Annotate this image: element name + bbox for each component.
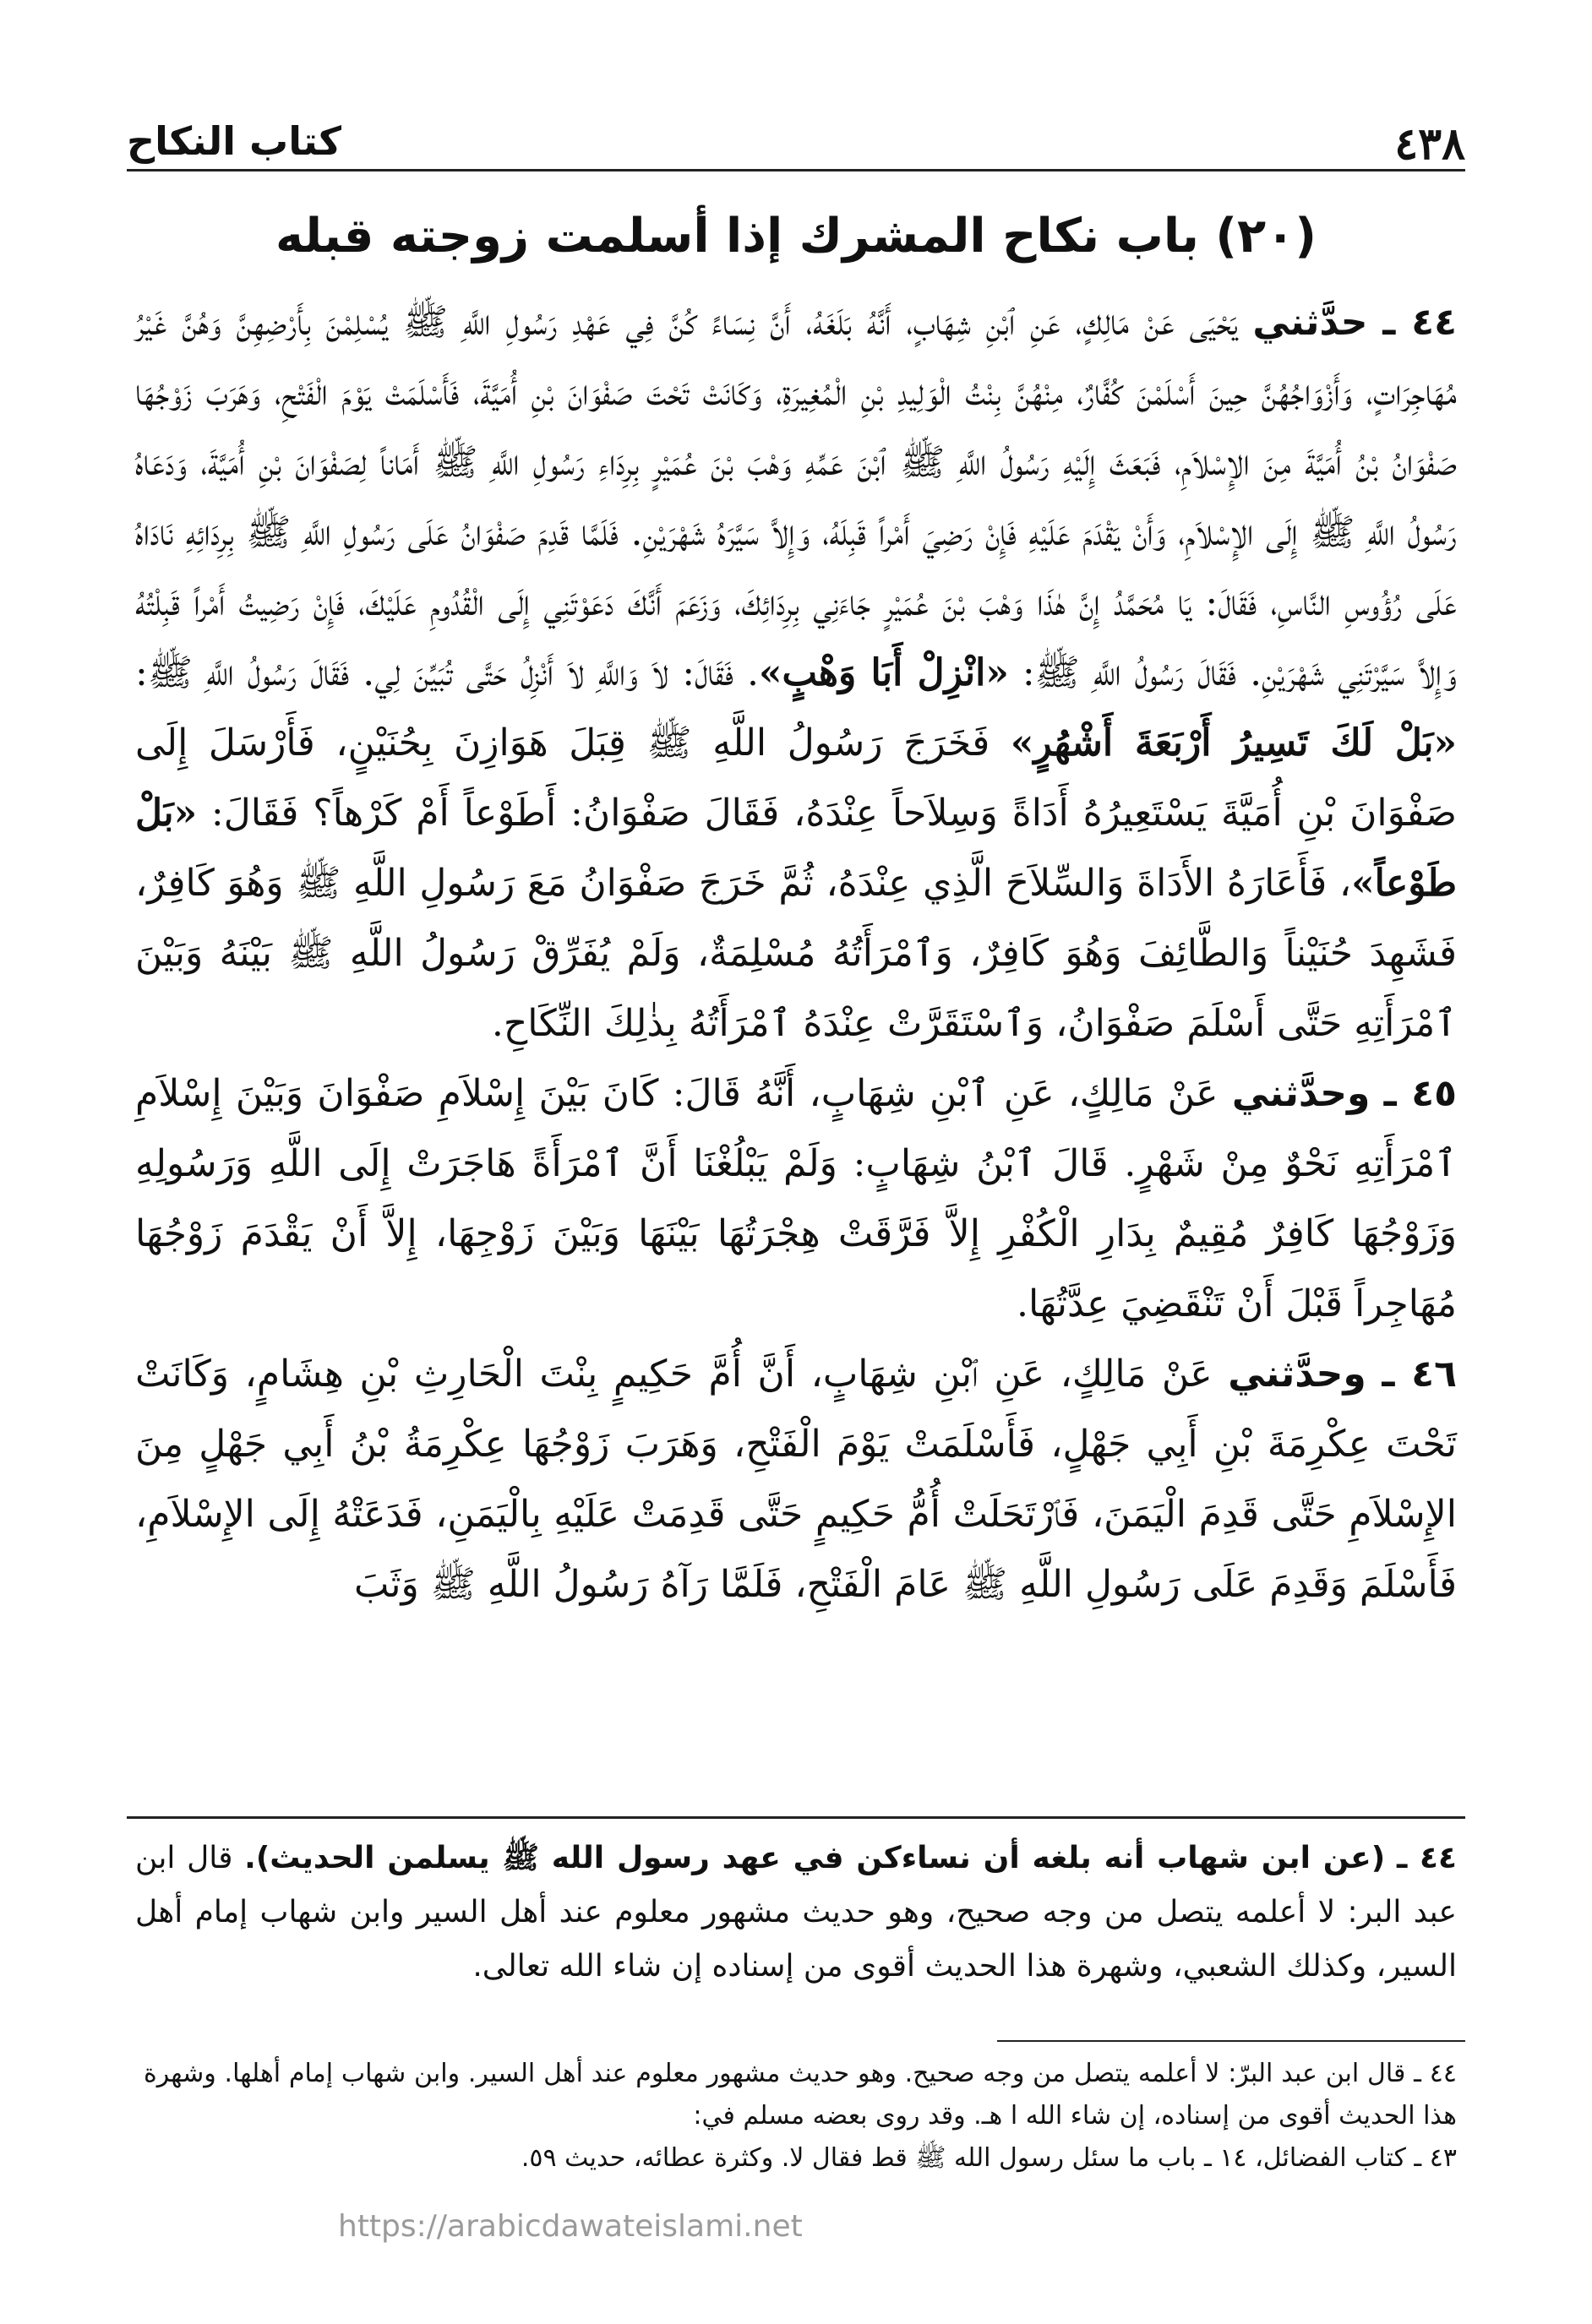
hadith-body: ، فَأَعَارَهُ الأَدَاةَ وَالسِّلاَحَ الَّذِي عِنْدَهُ، ثُمَّ خَرَجَ صَفْوَانُ مَعَ رَسُولِ اللَّهِ ﷺ وَهُوَ كَافِرٌ، فَشَهِدَ حُنَيْناً وَالطَّائِفَ وَهُوَ كَافِرٌ، وَٱمْرَأَتُهُ مُسْلِمَةٌ، وَلَمْ يُفَرِّقْ رَسُولُ اللَّهِ ﷺ بَيْنَهُ وَبَيْنَ ٱمْرَأَتِهِ حَتَّى أَسْلَمَ صَفْوَانُ، وَٱسْتَقَرَّتْ عِنْدَهُ ٱمْرَأَتُهُ بِذٰلِكَ النِّكَاحِ. (135, 862, 1457, 1045)
hadith-lead: حدَّثني (1252, 301, 1368, 344)
hadith-body: . فَقَالَ: لاَ وَاللَّهِ لاَ أَنْزِلُ حَتَّى تُبَيِّنَ لِي. فَقَالَ رَسُولُ اللَّهِ ﷺ: (135, 651, 760, 694)
hadith-number: ٤٤ ـ (1382, 301, 1457, 344)
commentary-number: ٤٤ ـ (1396, 1841, 1457, 1875)
book-title: كتاب النكاح (127, 118, 342, 164)
hadith-body: عَنْ مَالِكٍ، عَنِ ٱبْنِ شِهَابٍ، أَنَّهُ قَالَ: كَانَ بَيْنَ إِسْلاَمِ صَفْوَانَ وَبَيْنَ إِسْلاَمِ ٱمْرَأَتِهِ نَحْوٌ مِنْ شَهْرٍ. قَالَ ٱبْنُ شِهَابٍ: وَلَمْ يَبْلُغْنَا أَنَّ ٱمْرَأَةً هَاجَرَتْ إِلَى اللَّهِ وَرَسُولِهِ وَزَوْجُهَا كَافِرٌ مُقِيمٌ بِدَارِ الْكُفْرِ إِلاَّ فَرَّقَتْ هِجْرَتُهَا بَيْنَهَا وَبَيْنَ زَوْجِهَا، إِلاَّ أَنْ يَقْدَمَ زَوْجُهَا مُهَاجِراً قَبْلَ أَنْ تَنْقَضِيَ عِدَّتُهَا. (135, 1072, 1457, 1325)
commentary-divider (127, 1816, 1465, 1819)
prophetic-quote: «بَلْ طَوْعاً» (135, 792, 1457, 905)
prophetic-quote: «انْزِلْ أَبَا وَهْبٍ» (759, 651, 1009, 694)
hadith-body: فَخَرَجَ رَسُولُ اللَّهِ ﷺ قِبَلَ هَوَازِنَ بِحُنَيْنٍ، فَأَرْسَلَ إِلَى صَفْوَانَ بْنِ أُمَيَّةَ يَسْتَعِيرُهُ أَدَاةً وَسِلاَحاً عِنْدَهُ، فَقَالَ صَفْوَانُ: أَطَوْعاً أَمْ كَرْهاً؟ فَقَالَ: (135, 721, 1457, 835)
watermark-url: https://arabicdawateislami.net (338, 2209, 803, 2244)
footnote: ٤٤ ـ قال ابن عبد البرّ: لا أعلمه يتصل من وجه صحيح. وهو حديث مشهور معلوم عند أهل السير. وابن شهاب إمام أهلها. وشهرة هذا الحديث أقوى من إسناده، إن شاء الله ا هـ. وقد روى بعضه مسلم في: (144, 2059, 1457, 2131)
hadith-lead: وحدَّثني (1231, 1072, 1371, 1115)
hadith-45 (135, 1059, 1457, 1339)
footnote: ٤٣ ـ كتاب الفضائل، ١٤ ـ باب ما سئل رسول الله ﷺ قط فقال لا. وكثرة عطائه، حديث ٥٩. (521, 2143, 1457, 2173)
prophetic-quote: «بَلْ لَكَ تَسِيرُ أَرْبَعَةَ أَشْهُرٍ» (1010, 721, 1457, 765)
commentary-text: قال ابن عبد البر: لا أعلمه يتصل من وجه صحيح، وهو حديث مشهور معلوم عند أهل السير وابن شهاب إمام أهل السير، وكذلك الشعبي، وشهرة هذا الحديث أقوى من إسناده إن شاء الله تعالى. (135, 1841, 1457, 1984)
hadith-number: ٤٥ ـ (1383, 1072, 1457, 1115)
hadith-body: يَحْيَى عَنْ مَالِكٍ، عَنِ ٱبْنِ شِهَابٍ، أَنَّهُ بَلَغَهُ، أَنَّ نِسَاءً كُنَّ فِي عَهْدِ رَسُولِ اللَّهِ ﷺ يُسْلِمْنَ بِأَرْضِهِنَّ وَهُنَّ غَيْرُ مُهَاجِرَاتٍ، وَأَزْوَاجُهُنَّ حِينَ أَسْلَمْنَ كُفَّارٌ، مِنْهُنَّ بِنْتُ الْوَلِيدِ بْنِ الْمُغِيرَةِ، وَكَانَتْ تَحْتَ صَفْوَانَ بْنِ أُمَيَّةَ، فَأَسْلَمَتْ يَوْمَ الْفَتْحِ، وَهَرَبَ زَوْجُهَا صَفْوَانُ بْنُ أُمَيَّةَ مِنَ الإِسْلاَمِ، فَبَعَثَ إِلَيْهِ رَسُولُ اللَّهِ ﷺ ٱبْنَ عَمِّهِ وَهْبَ بْنَ عُمَيْرٍ بِرِدَاءِ رَسُولِ اللَّهِ ﷺ أَمَاناً لِصَفْوَانَ بْنِ أُمَيَّةَ، وَدَعَاهُ رَسُولُ اللَّهِ ﷺ إِلَى الإِسْلاَمِ، وَأَنْ يَقْدَمَ عَلَيْهِ فَإِنْ رَضِيَ أَمْراً قَبِلَهُ، وَإِلاَّ سَيَّرَهُ شَهْرَيْنِ. فَلَمَّا قَدِمَ صَفْوَانُ عَلَى رَسُولِ اللَّهِ ﷺ بِرِدَائِهِ نَادَاهُ عَلَى رُؤُوسِ النَّاسِ، فَقَالَ: يَا مُحَمَّدُ إِنَّ هٰذَا وَهْبَ بْنَ عُمَيْرٍ جَاءَنِي بِرِدَائِكَ، وَزَعَمَ أَنَّكَ دَعَوْتَنِي إِلَى الْقُدُومِ عَلَيْكَ، فَإِنْ رَضِيتُ أَمْراً قَبِلْتُهُ وَإِلاَّ سَيَّرْتَنِي شَهْرَيْنِ. فَقَالَ رَسُولُ اللَّهِ ﷺ: (135, 301, 1458, 694)
commentary-highlight: (عن ابن شهاب أنه بلغه أن نساءكن في عهد رسول الله ﷺ يسلمن الحديث). (244, 1841, 1386, 1875)
footnotes (144, 2053, 1457, 2180)
hadith-text (135, 287, 1457, 1619)
hadith-lead: وحدَّثني (1228, 1352, 1366, 1396)
hadith-body: عَنْ مَالِكٍ، عَنِ ٱبْنِ شِهَابٍ، أَنَّ أُمَّ حَكِيمٍ بِنْتَ الْحَارِثِ بْنِ هِشَامٍ، وَكَانَتْ تَحْتَ عِكْرِمَةَ بْنِ أَبِي جَهْلٍ، فَأَسْلَمَتْ يَوْمَ الْفَتْحِ، وَهَرَبَ زَوْجُهَا عِكْرِمَةُ بْنُ أَبِي جَهْلٍ مِنَ الإِسْلاَمِ حَتَّى قَدِمَ الْيَمَنَ، فَٱرْتَحَلَتْ أُمُّ حَكِيمٍ حَتَّى قَدِمَتْ عَلَيْهِ بِالْيَمَنِ، فَدَعَتْهُ إِلَى الإِسْلاَمِ، فَأَسْلَمَ وَقَدِمَ عَلَى رَسُولِ اللَّهِ ﷺ عَامَ الْفَتْحِ، فَلَمَّا رَآهُ رَسُولُ اللَّهِ ﷺ وَثَبَ (135, 1352, 1457, 1606)
running-head (127, 101, 1465, 169)
hadith-number: ٤٦ ـ (1382, 1352, 1458, 1396)
chapter-title: (٢٠) باب نكاح المشرك إذا أسلمت زوجته قبله (275, 209, 1317, 264)
commentary (135, 1831, 1457, 1994)
hadith-46 (135, 1339, 1457, 1619)
header-divider (127, 169, 1465, 171)
hadith-44 (135, 287, 1457, 1059)
page-number: ٤٣٨ (1394, 118, 1465, 170)
footnote-divider (997, 2040, 1465, 2042)
